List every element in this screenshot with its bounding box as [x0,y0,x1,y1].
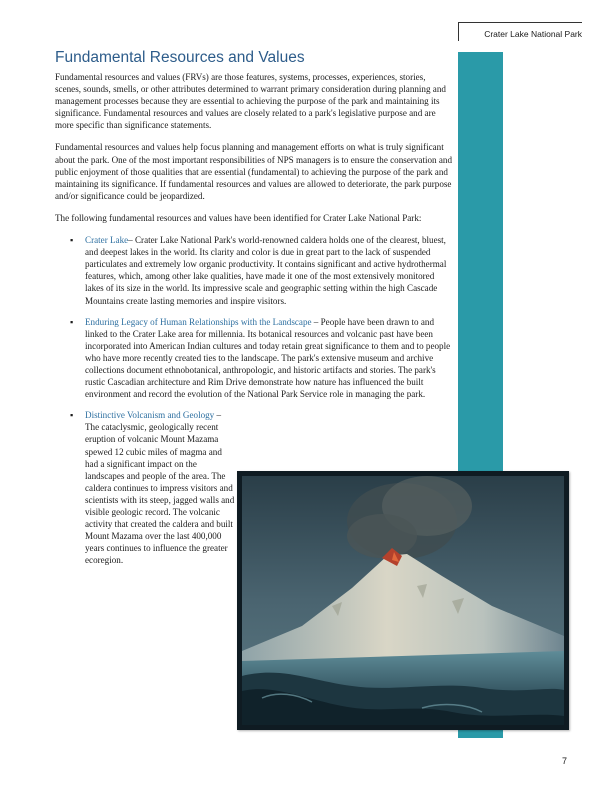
item-body: – The cataclysmic, geologically recent eruption of volcanic Mount Mazama spewed 12 cubic miles of magma and had a significant impact on the landscapes and people of the area. The caldera continues to impress visitors and scientists with its steep, jagged walls and visible geologic record. The volcanic activity that created the caldera and built Mount Mazama over the last 400,000 years continues to influence the greater ecoregion. [85,410,235,566]
item-title: Distinctive Volcanism and Geology [85,410,215,421]
intro-paragraph: Fundamental resources and values (FRVs) are those features, systems, processes, experiences, stories, scenes, sounds, smells, or other attributes determined to warrant primary consideration during planning and management processes because they are essential to achieving the purpose of the park and maintaining its significance. Fundamental resources and values are closely related to a park's legislative purpose and are more specific than significance statements. [55,72,446,131]
header-vertical-rule [458,22,459,41]
bullet-icon: ▪ [70,316,74,327]
page-title: Fundamental Resources and Values [55,49,305,66]
item-body: – People have been drawn to and linked to the Crater Lake area for millennia. Its botanical resources and volcanic past have been incorporated into American Indian cultures and today retain great significance to them and to people who have more recently created ties to the landscape. The park's extensive museum and archive collections document ethnobotanical, anthropologic, and historic artifacts and stories. The park's rustic Cascadian architecture and Rim Drive demonstrate how nature has influenced the built environment and record the evolution of the National Park Service role in managing the park. [85,316,451,400]
running-header: Crater Lake National Park [484,29,582,39]
list-item [55,234,452,307]
lead-in-paragraph: The following fundamental resources and values have been identified for Crater Lake National Park: [55,212,422,223]
list-item [55,409,235,566]
header-rule [458,22,582,23]
page-number: 7 [562,756,568,766]
item-title: Crater Lake [85,235,129,246]
item-title: Enduring Legacy of Human Relationships with the Landscape [85,316,312,327]
bullet-icon: ▪ [70,410,74,421]
item-body: – Crater Lake National Park's world-renowned caldera holds one of the clearest, bluest, and deepest lakes in the world. Its clarity and color is due in great part to the lack of suspended particulates and extremely low organic productivity. It contains significant and active hydrothermal features, which, among other lake qualities, have made it one of the most extensively monitored lakes of its size in the world. Its impressive scale and geographic setting within the high Cascade Mountains create lasting memories and inspire visitors. [85,235,447,306]
painting-image [242,476,564,725]
mount-mazama-eruption-painting [237,471,569,730]
bullet-icon: ▪ [70,235,74,246]
purpose-paragraph: Fundamental resources and values help focus planning and management efforts on what is truly significant about the park. One of the most important responsibilities of NPS managers is to ensure the conservation and public enjoyment of those qualities that are essential (fundamental) to achieving the purpose of the park and maintaining its significance. If fundamental resources and values are allowed to deteriorate, the park purpose and/or significance could be jeopardized. [55,142,453,201]
list-item [55,316,452,401]
